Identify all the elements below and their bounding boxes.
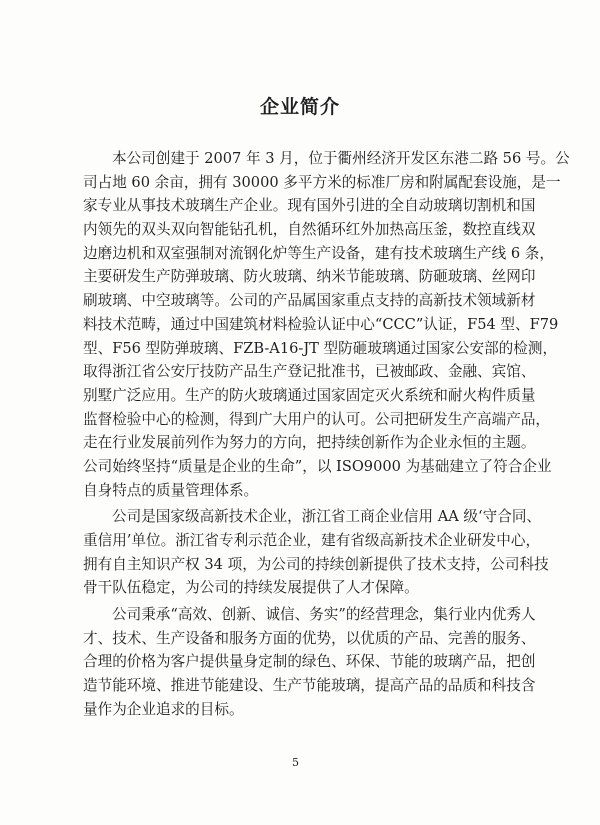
text-line: 内领先的双头双向智能钻孔机，自然循环红外加热高压釜，数控直线双 <box>83 221 536 239</box>
text-line: 料技术范畴，通过中国建筑材料检验认证中心“CCC”认证，F54 型、F79 <box>83 315 559 333</box>
page-number: 5 <box>292 756 299 769</box>
text-line: 监督检验中心的检测，得到广大用户的认可。公司把研发生产高端产品， <box>83 410 551 428</box>
paragraph <box>83 603 536 721</box>
text-line: 自身特点的质量管理体系。 <box>83 481 259 499</box>
text-line: 取得浙江省公安厅技防产品生产登记批准书，已被邮政、金融、宾馆、 <box>83 363 536 381</box>
text-line: 走在行业发展前列作为努力的方向，把持续创新作为企业永恒的主题。 <box>83 434 536 452</box>
paragraph <box>83 147 570 502</box>
text-line: 刷玻璃、中空玻璃等。公司的产品属国家重点支持的高新技术领域新材 <box>83 292 536 310</box>
text-line: 合理的价格为客户提供量身定制的绿色、环保、节能的玻璃产品，把创 <box>83 653 536 671</box>
text-line: 司占地 60 余亩，拥有 30000 多平方米的标准厂房和附属配套设施，是一 <box>83 173 561 191</box>
document-body <box>83 147 570 725</box>
text-line: 重信用’单位。浙江省专利示范企业，建有省级高新技术企业研发中心， <box>83 532 541 549</box>
text-line: 别墅广泛应用。生产的防火玻璃通过国家固定灭火系统和耐火构件质量 <box>83 386 536 404</box>
text-line: 公司是国家级高新技术企业，浙江省工商企业信用 AA 级‘守合同、 <box>112 508 542 526</box>
text-line: 骨干队伍稳定，为公司的持续发展提供了人才保障。 <box>83 579 419 597</box>
text-line: 公司始终坚持“质量是企业的生命”，以 ISO9000 为基础建立了符合企业 <box>83 457 552 475</box>
text-line: 本公司创建于 2007 年 3 月，位于衢州经济开发区东港二路 56 号。公 <box>112 150 570 167</box>
text-line: 主要研发生产防弹玻璃、防火玻璃、纳米节能玻璃、防砸玻璃、丝网印 <box>83 268 536 286</box>
text-line: 型、F56 型防弹玻璃、FZB-A16-JT 型防砸玻璃通过国家公安部的检测， <box>83 339 558 357</box>
text-line: 边磨边机和双室强制对流钢化炉等生产设备，建有技术玻璃生产线 6 条， <box>83 244 554 262</box>
text-line: 才、技术、生产设备和服务方面的优势，以优质的产品、完善的服务、 <box>83 629 536 647</box>
text-line: 量作为企业追求的目标。 <box>83 700 244 718</box>
paragraph <box>83 505 549 600</box>
text-line: 造节能环境、推进节能建设、生产节能玻璃，提高产品的品质和科技含 <box>83 677 536 695</box>
text-line: 公司秉承“高效、创新、诚信、务实”的经营理念，集行业内优秀人 <box>112 606 536 624</box>
text-line: 家专业从事技术玻璃生产企业。现有国外引进的全自动玻璃切割机和国 <box>83 197 536 215</box>
page-title: 企业简介 <box>259 96 340 118</box>
text-line: 拥有自主知识产权 34 项，为公司的持续创新提供了技术支持，公司科技 <box>83 555 549 573</box>
